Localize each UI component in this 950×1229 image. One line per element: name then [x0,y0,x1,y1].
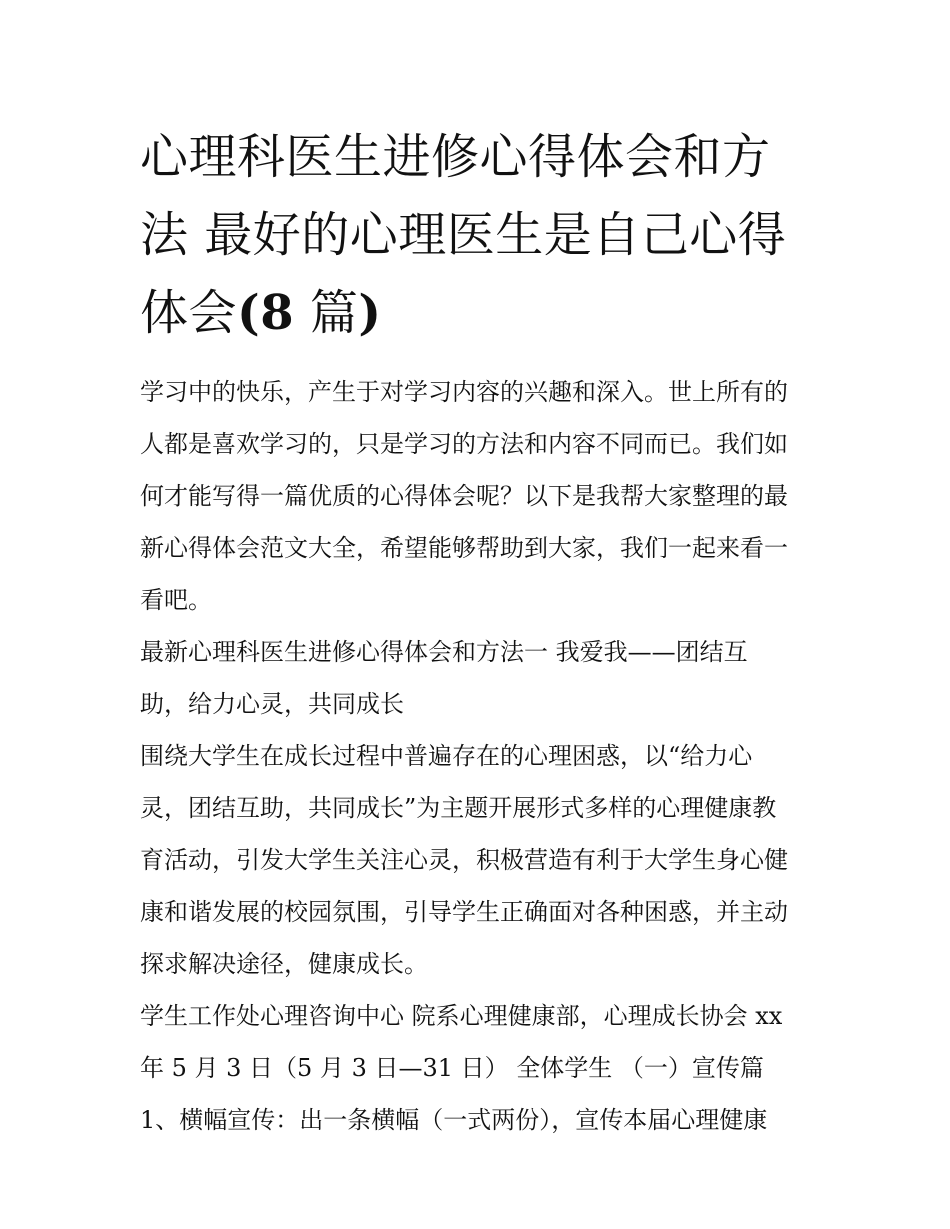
text-line: 年 5 月 3 日（5 月 3 日—31 日） 全体学生 （一）宣传篇 [140,1054,764,1082]
paragraph-section-heading [140,626,820,730]
text-line: 康和谐发展的校园氛围，引导学生正确面对各种困惑，并主动 [140,898,788,926]
text-line: 围绕大学生在成长过程中普遍存在的心理困惑，以“给力心 [140,742,753,770]
document-content [140,118,820,1146]
document-body [140,366,820,1146]
title-line-3 [140,274,820,352]
text-line: 助，给力心灵，共同成长 [140,690,404,718]
paragraph-intro [140,366,820,626]
text-line: 探求解决途径，健康成长。 [140,950,428,978]
text-line: 最新心理科医生进修心得体会和方法一 我爱我——团结互 [140,638,748,666]
title-line-2: 法 最好的心理医生是自己心得 [140,207,787,263]
text-line: 学生工作处心理咨询中心 院系心理健康部，心理成长协会 xx [140,1002,783,1030]
text-line: 看吧。 [140,586,212,614]
text-line: 灵，团结互助，共同成长”为主题开展形式多样的心理健康教 [140,794,777,822]
title-line-1: 心理科医生进修心得体会和方 [140,129,771,185]
text-line: 学习中的快乐，产生于对学习内容的兴趣和深入。世上所有的 [140,378,788,406]
text-line: 新心得体会范文大全，希望能够帮助到大家，我们一起来看一 [140,534,788,562]
title-line-3-count: (8 [237,285,295,341]
title-line-3-prefix: 体会 [140,285,238,341]
title-line-3-close: ) [358,285,382,341]
text-line: 育活动，引发大学生关注心灵，积极营造有利于大学生身心健 [140,846,788,874]
text-line: 人都是喜欢学习的，只是学习的方法和内容不同而已。我们如 [140,430,788,458]
paragraph-banner [140,1094,820,1146]
paragraph-organizers [140,990,820,1094]
text-line: 何才能写得一篇优质的心得体会呢？以下是我帮大家整理的最 [140,482,788,510]
title-line-3-unit: 篇 [309,285,359,341]
text-line: 1、横幅宣传：出一条横幅（一式两份），宣传本届心理健康 [140,1106,768,1134]
document-title [140,118,820,352]
paragraph-purpose [140,730,820,990]
